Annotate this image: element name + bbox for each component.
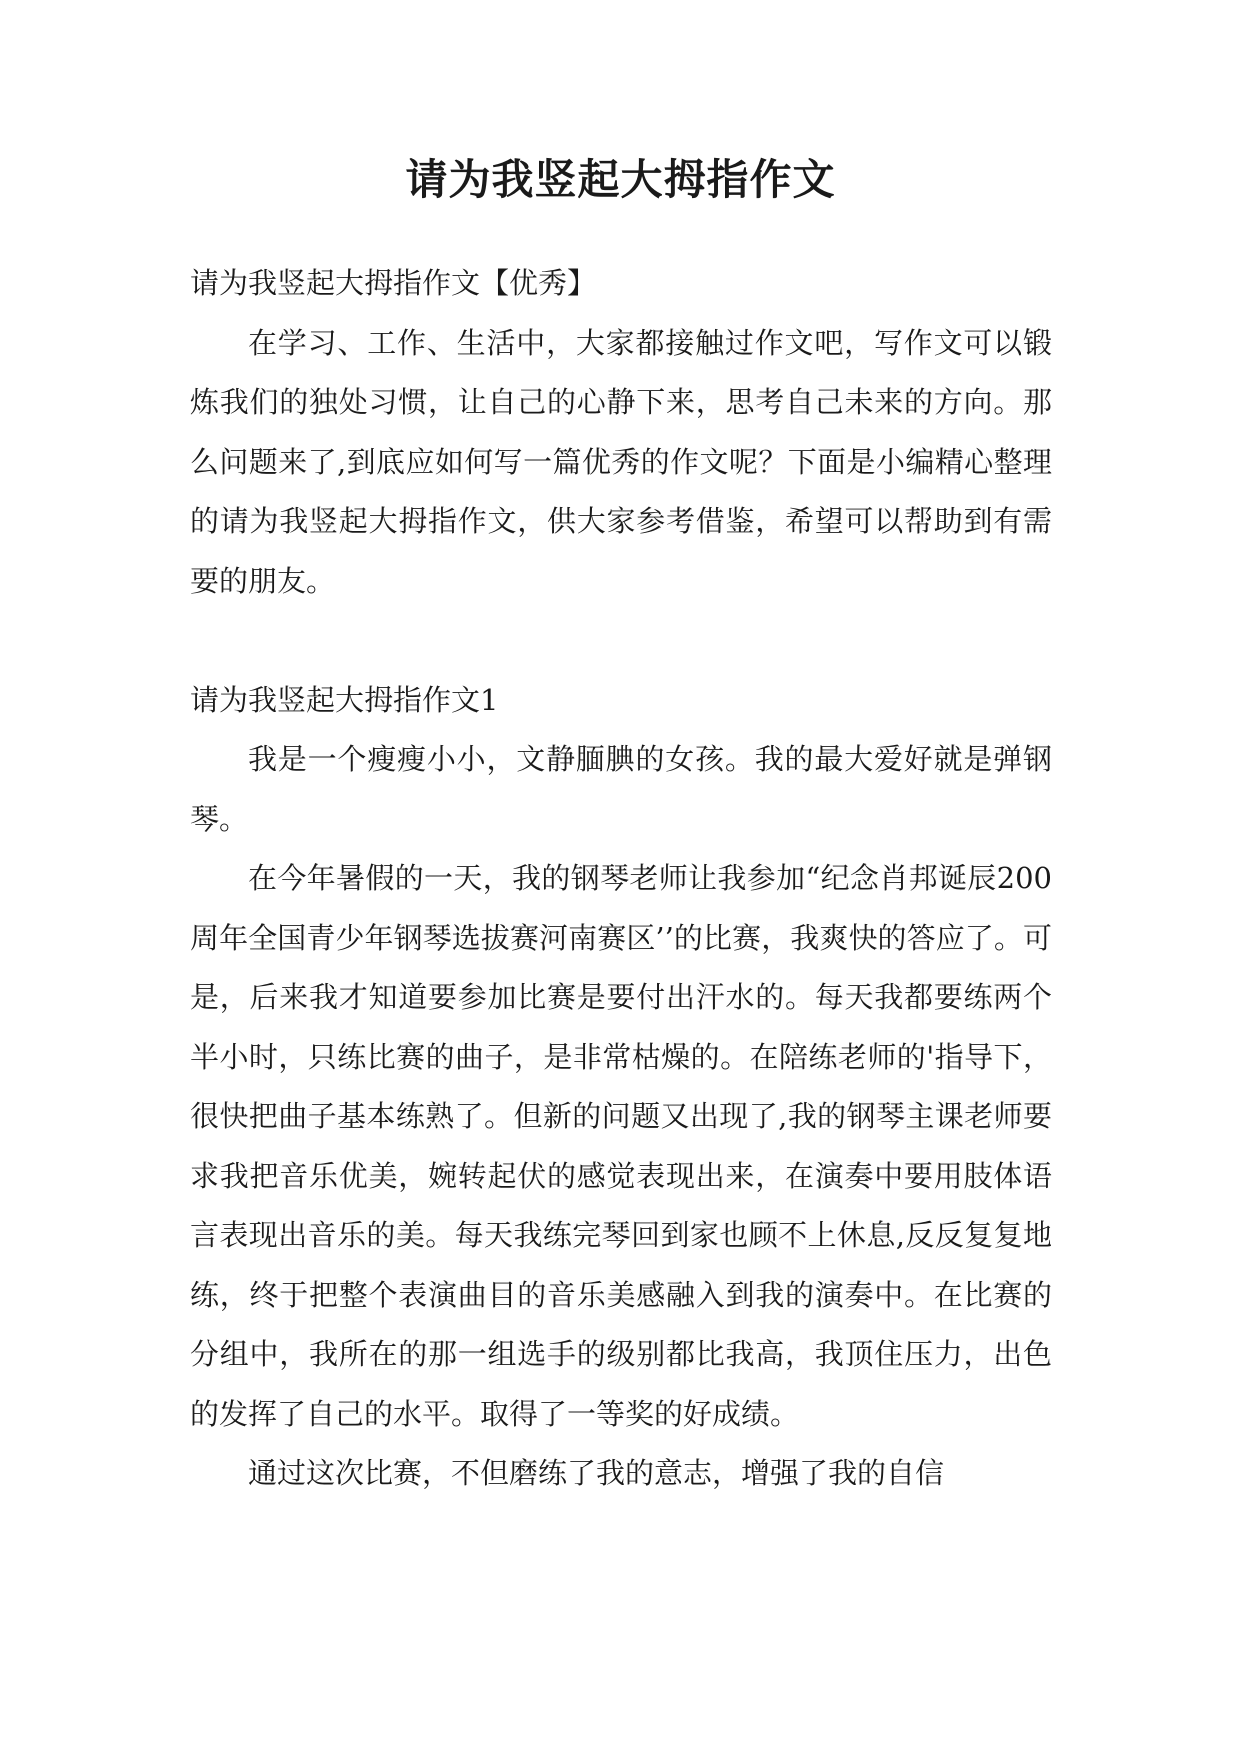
- essay-paragraph: 通过这次比赛，不但磨练了我的意志，增强了我的自信: [248, 1456, 945, 1490]
- essay-paragraph: 在今年暑假的一天，我的钢琴老师让我参加“纪念肖邦诞辰200周年全国青少年钢琴选拔赛河南赛区’’的比赛，我爽快的答应了。可是，后来我才知道要参加比赛是要付出汗水的。每天我都要练两个半小时，只练比赛的曲子，是非常枯燥的。在陪练老师的'指导下，很快把曲子基本练熟了。但新的问题又出现了,我的钢琴主课老师要求我把音乐优美，婉转起伏的感觉表现出来，在演奏中要用肢体语言表现出音乐的美。每天我练完琴回到家也顾不上休息,反反复复地练，终于把整个表演曲目的音乐美感融入到我的演奏中。在比赛的分组中，我所在的那一组选手的级别都比我高，我顶住压力，出色的发挥了自己的水平。取得了一等奖的好成绩。: [190, 861, 1052, 1431]
- essay-heading: 请为我竖起大拇指作文1: [190, 682, 499, 717]
- paragraph-gap: [190, 611, 1052, 671]
- essay-paragraph: 我是一个瘦瘦小小，文静腼腆的女孩。我的最大爱好就是弹钢琴。: [190, 742, 1052, 836]
- document-body: [190, 254, 1052, 1504]
- section-heading: 请为我竖起大拇指作文【优秀】: [190, 266, 597, 300]
- document-title: 请为我竖起大拇指作文: [405, 155, 836, 204]
- intro-paragraph: 在学习、工作、生活中，大家都接触过作文吧，写作文可以锻炼我们的独处习惯，让自己的心静下来，思考自己未来的方向。那么问题来了,到底应如何写一篇优秀的作文呢？下面是小编精心整理的请为我竖起大拇指作文，供大家参考借鉴，希望可以帮助到有需要的朋友。: [190, 325, 1052, 598]
